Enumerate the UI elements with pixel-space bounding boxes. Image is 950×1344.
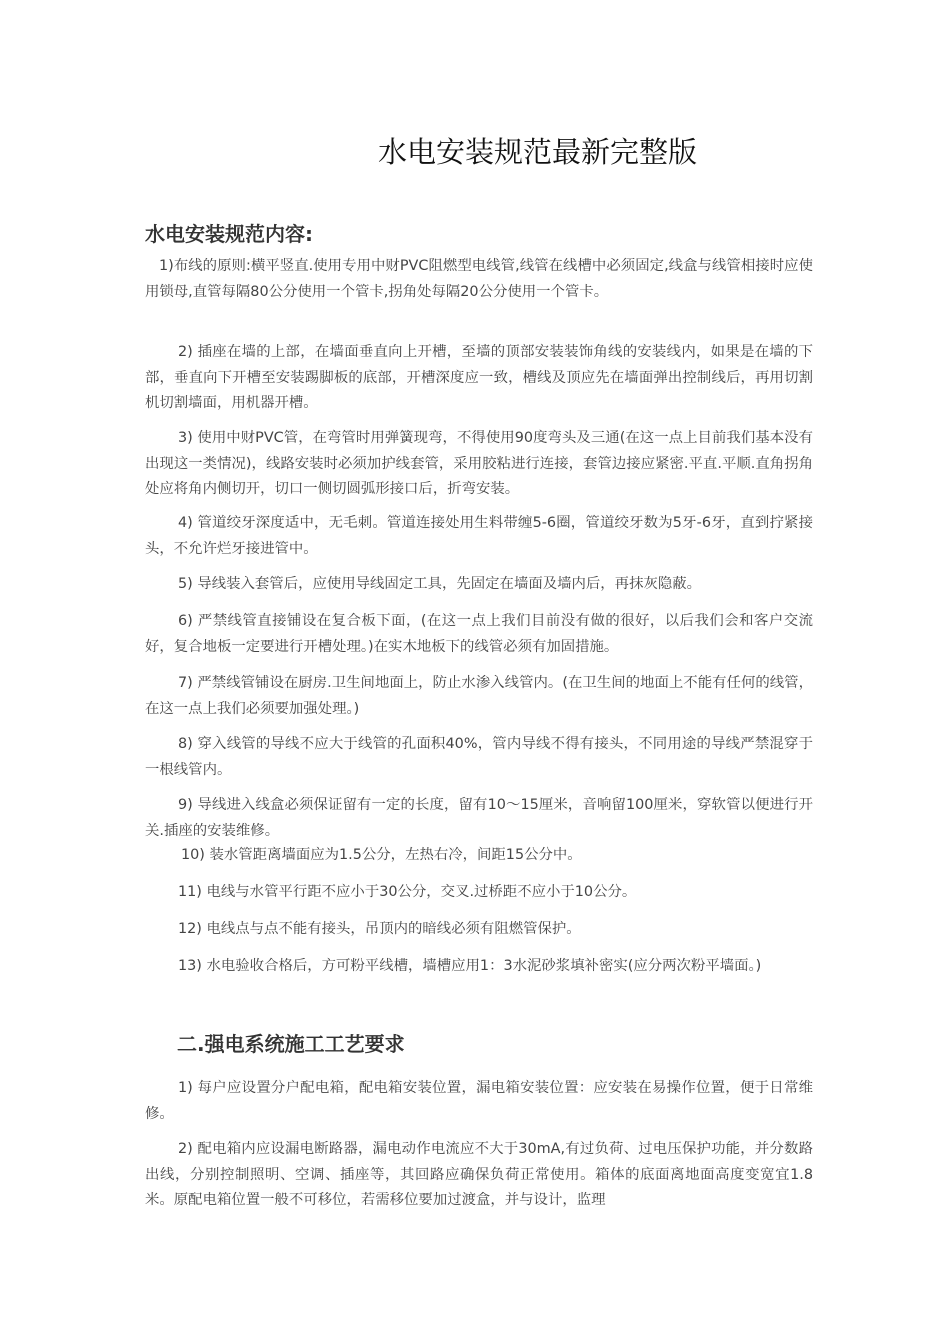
paragraph-section2-item-2: 2) 配电箱内应设漏电断路器，漏电动作电流应不大于30mA,有过负荷、过电压保护功能，并分数路出线，分别控制照明、空调、插座等，其回路应确保负荷正常使用。箱体的底面离地面高度变宽宜1.8米。原配电箱位置一般不可移位，若需移位要加过渡盒，并与设计，监理 (145, 1141, 813, 1208)
paragraph-item-3: 3) 使用中财PVC管，在弯管时用弹簧现弯，不得使用90度弯头及三通(在这一点上目前我们基本没有出现这一类情况)，线路安装时必须加护线套管，采用胶粘进行连接，套管边接应紧密.平直.平顺.直角拐角处应将角内侧切开，切口一侧切圆弧形接口后，折弯安装。 (145, 430, 813, 497)
paragraph-item-4: 4) 管道绞牙深度适中，无毛刺。管道连接处用生料带缠5-6圈，管道绞牙数为5牙-6牙，直到拧紧接头，不允许烂牙接进管中。 (145, 515, 813, 557)
paragraph-item-10: 10) 装水管距离墙面应为1.5公分，左热右冷，间距15公分中。 (181, 847, 582, 863)
paragraph-item-11: 11) 电线与水管平行距不应小于30公分，交叉.过桥距不应小于10公分。 (178, 884, 637, 900)
paragraph-item-12: 12) 电线点与点不能有接头，吊顶内的暗线必须有阻燃管保护。 (178, 921, 581, 937)
paragraph-item-13: 13) 水电验收合格后，方可粉平线槽，墙槽应用1：3水泥砂浆填补密实(应分两次粉平墙面。) (178, 958, 762, 974)
paragraph-item-2: 2) 插座在墙的上部，在墙面垂直向上开槽，至墙的顶部安装装饰角线的安装线内，如果是在墙的下部，垂直向下开槽至安装踢脚板的底部，开槽深度应一致，槽线及顶应先在墙面弹出控制线后，再用切割机切割墙面，用机器开槽。 (145, 344, 813, 411)
paragraph-item-1: 1)布线的原则:横平竖直.使用专用中财PVC阻燃型电线管,线管在线槽中必须固定,线盒与线管相接时应使用锁母,直管每隔80公分使用一个管卡,拐角处每隔20公分使用一个管卡。 (145, 258, 813, 300)
paragraph-section2-item-1: 1) 每户应设置分户配电箱，配电箱安装位置，漏电箱安装位置：应安装在易操作位置，便于日常维修。 (145, 1080, 813, 1122)
paragraph-item-8: 8) 穿入线管的导线不应大于线管的孔面积40%，管内导线不得有接头，不同用途的导线严禁混穿于一根线管内。 (145, 736, 813, 778)
paragraph-item-5: 5) 导线装入套管后，应使用导线固定工具，先固定在墙面及墙内后，再抹灰隐蔽。 (178, 576, 702, 592)
paragraph-item-7: 7) 严禁线管铺设在厨房.卫生间地面上，防止水渗入线管内。(在卫生间的地面上不能有任何的线管，在这一点上我们必须要加强处理。) (145, 675, 813, 717)
paragraph-item-6: 6) 严禁线管直接铺设在复合板下面，(在这一点上我们目前没有做的很好，以后我们会和客户交流好，复合地板一定要进行开槽处理。)在实木地板下的线管必须有加固措施。 (145, 613, 813, 655)
section-heading-1: 水电安装规范内容: (145, 222, 313, 246)
document-title: 水电安装规范最新完整版 (377, 135, 697, 169)
section-heading-2: 二.强电系统施工工艺要求 (177, 1032, 405, 1056)
paragraph-item-9: 9) 导线进入线盒必须保证留有一定的长度，留有10～15厘米，音响留100厘米，穿软管以便进行开关.插座的安装维修。 (145, 797, 813, 839)
